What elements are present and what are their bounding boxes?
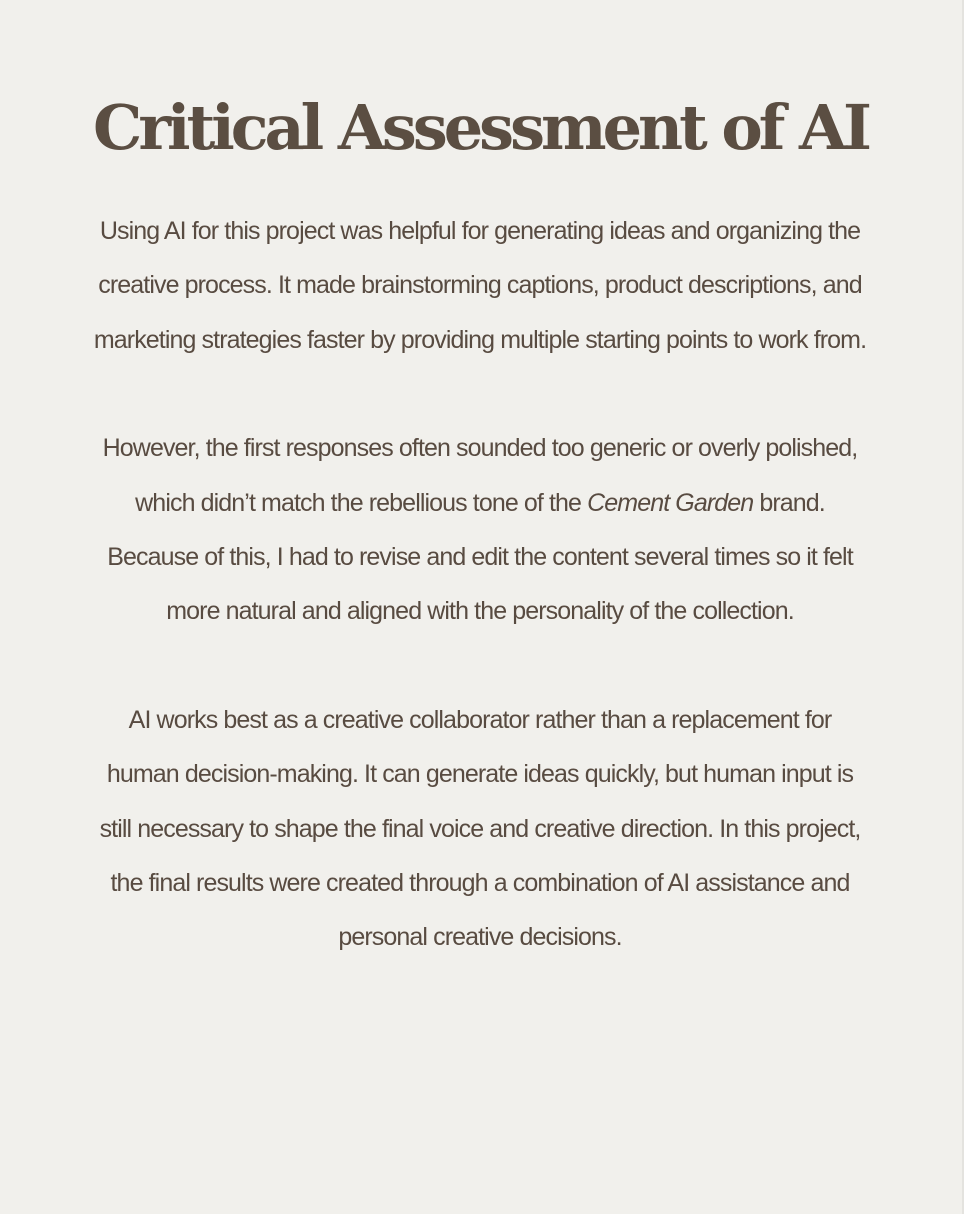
paragraph-ai-helpfulness: Using AI for this project was helpful for generating ideas and organizing the creative process. It made brainstorming captions, product descriptions, and marketing strategies faster by providing multiple starting points to work from. [93, 217, 867, 354]
page-title: Critical Assessment of AI [93, 91, 869, 164]
paragraph-ai-collaboration: AI works best as a creative collaborator rather than a replacement for human decision-making. It can generate ideas quickly, but human input is still necessary to shape the final voice and creative direction. In this project, the final results were created through a combination of AI assistance and personal creative decisions. [99, 705, 861, 952]
paragraph-ai-limitations [90, 421, 870, 639]
paragraph-text: However, the first responses often sounded too generic or overly polished, which didn’t match the rebellious tone of the [102, 434, 858, 517]
brand-name: Cement Garden [587, 488, 754, 517]
paragraph-text: brand. Because of this, I had to revise and edit the content several times so it felt more natural and aligned with the personality of the collection. [107, 488, 853, 626]
body-text [90, 204, 870, 965]
